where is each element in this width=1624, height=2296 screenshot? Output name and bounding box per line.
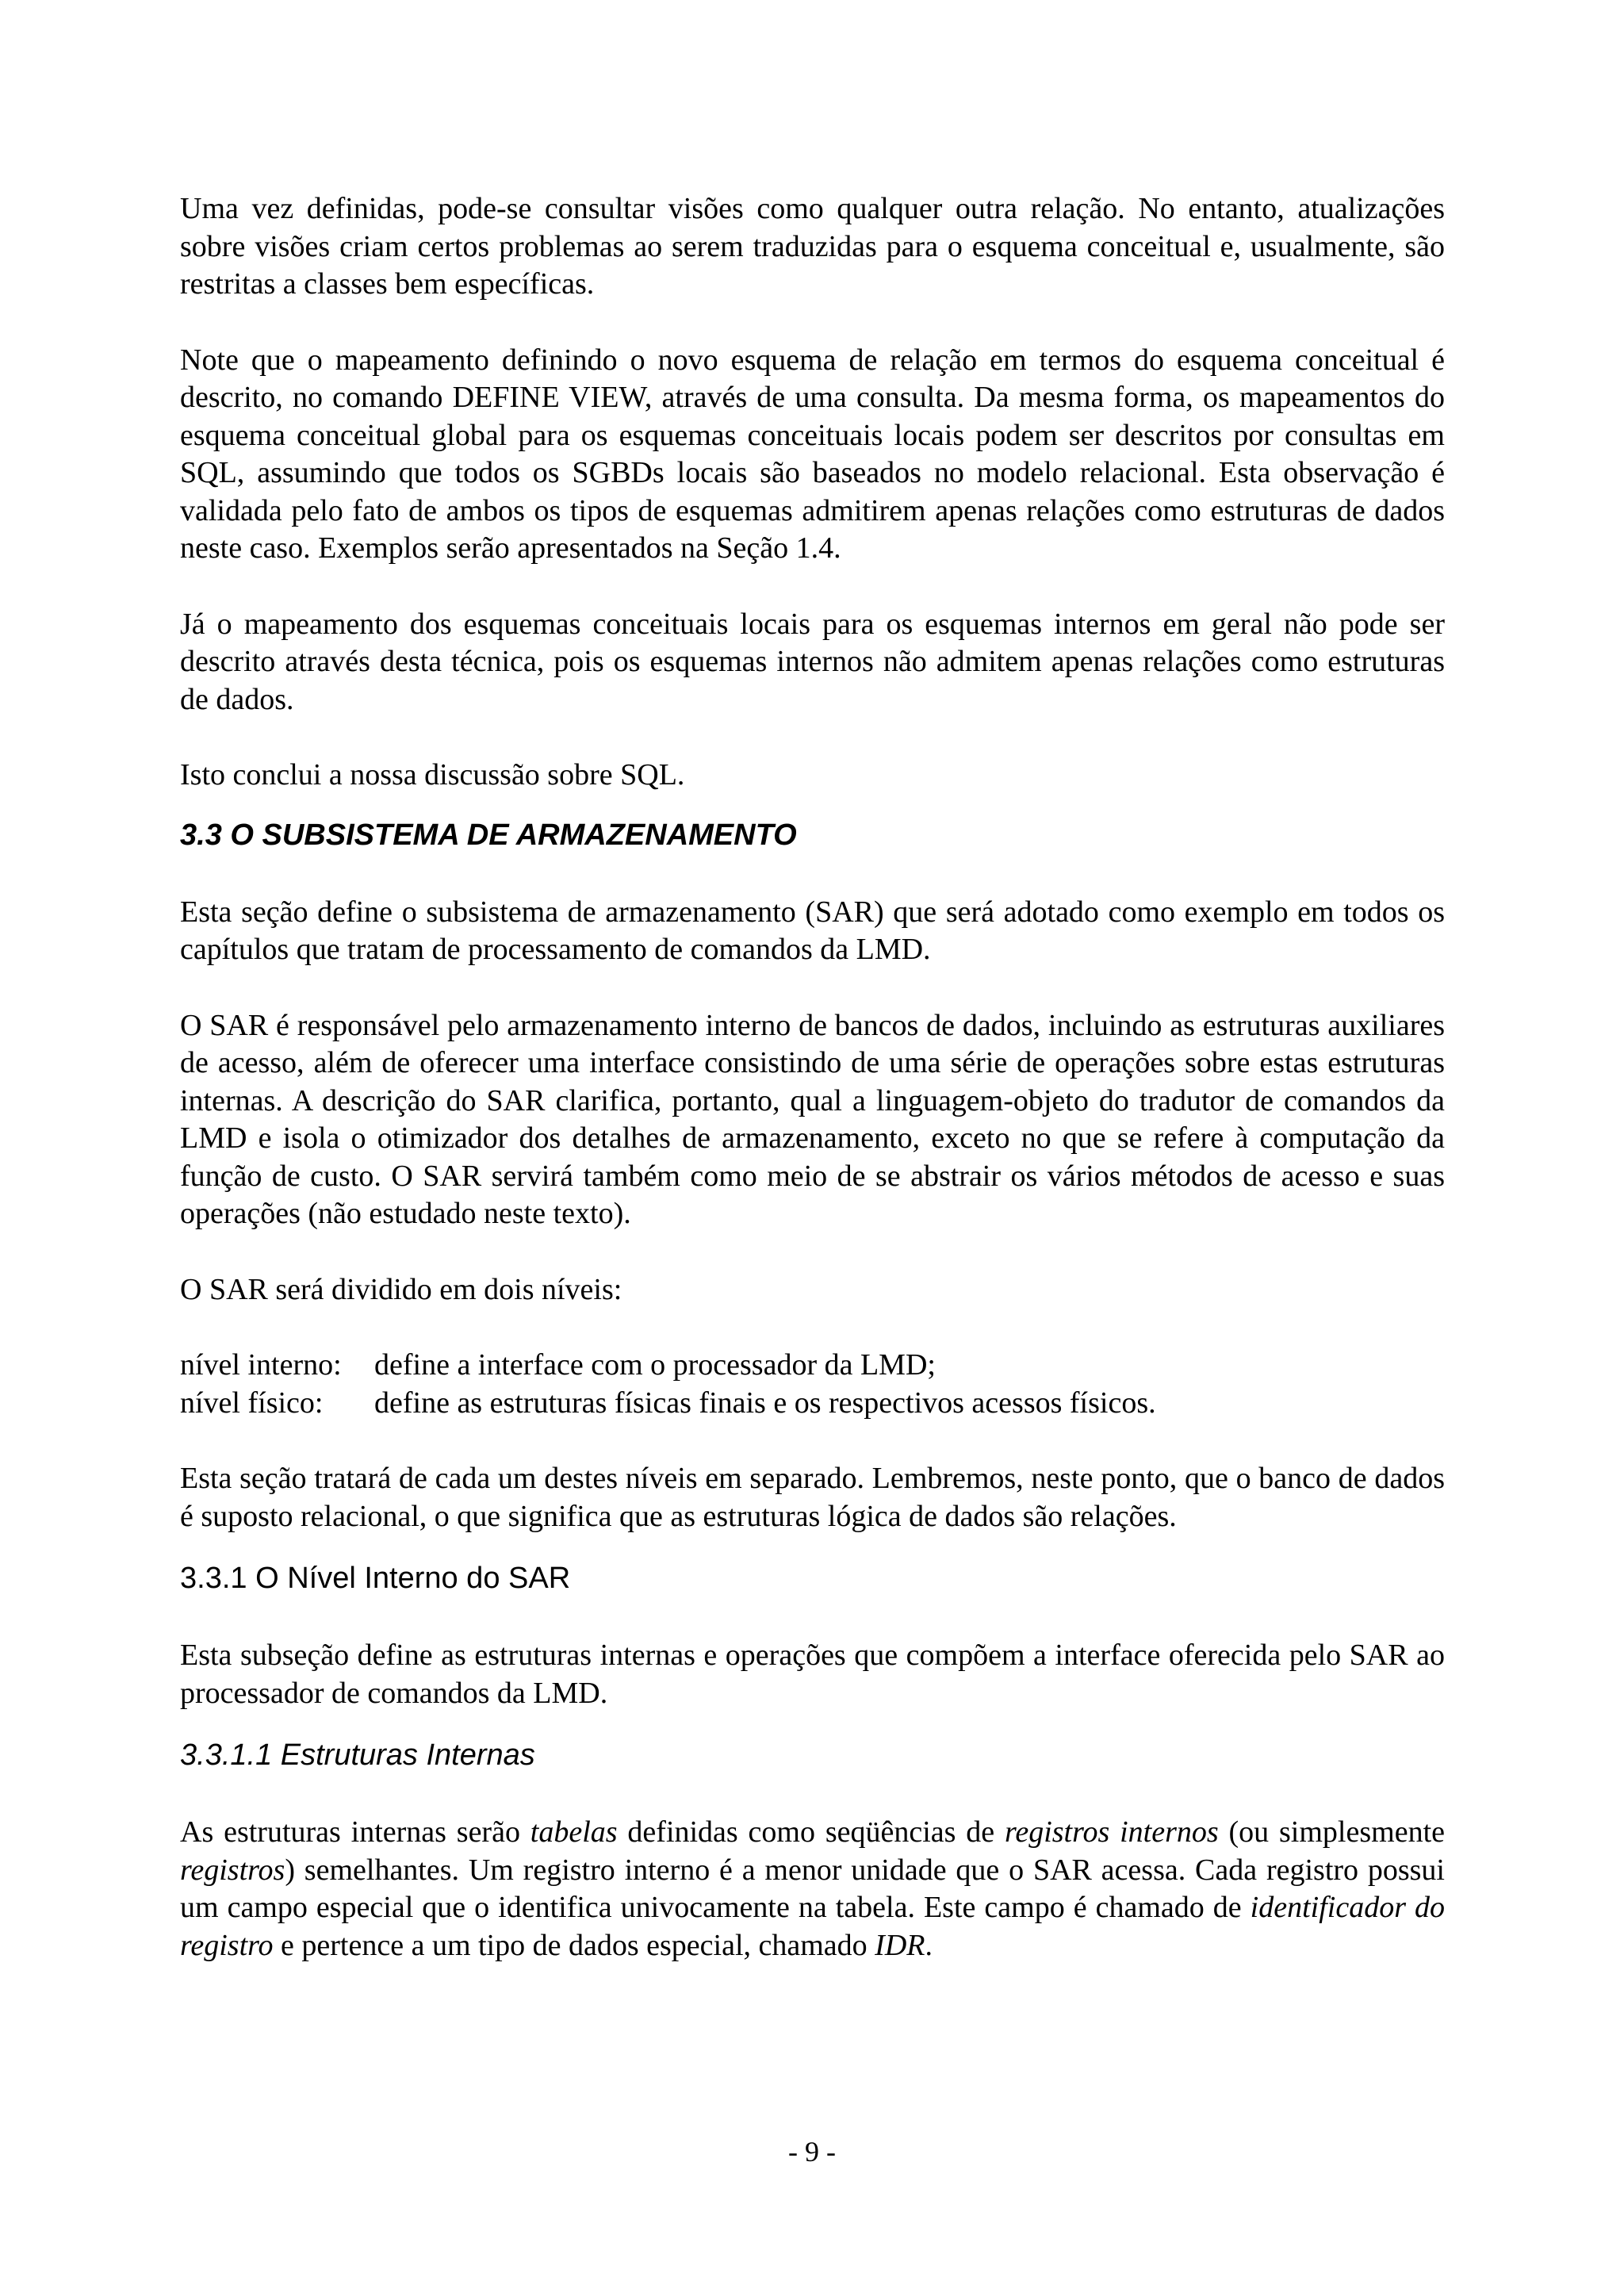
paragraph-subsection-intro: Esta subseção define as estruturas internas e operações que compõem a interface oferecida pelo SAR ao processador de comandos da LMD. <box>180 1639 1445 1710</box>
level-item-internal <box>180 1347 1445 1385</box>
text-run: definidas como seqüências de <box>617 1815 1005 1849</box>
term-identificador-do-registro: identificador do registro <box>180 1891 1446 1962</box>
text-run: As estruturas internas serão <box>180 1815 530 1849</box>
paragraph-views-queries: Uma vez definidas, pode-se consultar visões como qualquer outra relação. No entanto, atualizações sobre visões criam certos problemas ao serem traduzidas para o esquema conceitual e, usualmente, são restritas a classes bem específicas. <box>180 192 1445 301</box>
section-heading: 3.3 O SUBSISTEMA DE ARMAZENAMENTO <box>180 818 797 852</box>
levels-list <box>180 1347 1445 1422</box>
text-run: (ou simplesmente <box>1218 1815 1445 1849</box>
level-definition: define as estruturas físicas finais e os respectivos acessos físicos. <box>374 1386 1156 1420</box>
text-run: e pertence a um tipo de dados especial, chamado <box>273 1928 875 1962</box>
page-content <box>180 190 1445 1964</box>
level-term: nível físico: <box>180 1386 324 1420</box>
text-run: . <box>925 1928 933 1962</box>
paragraph-sql-conclusion: Isto conclui a nossa discussão sobre SQL. <box>180 758 685 792</box>
paragraph-sar-levels-intro: O SAR será dividido em dois níveis: <box>180 1272 622 1306</box>
subsection-heading: 3.3.1 O Nível Interno do SAR <box>180 1562 571 1595</box>
text-run: ) semelhantes. Um registro interno é a menor unidade que o SAR acessa. Cada registro possui um campo especial que o identifica univocamente na tabela. Este campo é chamado de <box>180 1853 1445 1924</box>
paragraph-define-view-mapping: Note que o mapeamento definindo o novo esquema de relação em termos do esquema conceitual é descrito, no comando DEFINE VIEW, através de uma consulta. Da mesma forma, os mapeamentos do esquema conceitual global para os esquemas conceituais locais podem ser descritos por consultas em SQL, assumindo que todos os SGBDs locais são baseados no modelo relacional. Esta observação é validada pelo fato de ambos os tipos de esquemas admitirem apenas relações como estruturas de dados neste caso. Exemplos serão apresentados na Seção 1.4. <box>180 343 1445 565</box>
level-term: nível interno: <box>180 1348 342 1382</box>
term-registros-internos: registros internos <box>1004 1815 1219 1849</box>
term-tabelas: tabelas <box>530 1815 618 1849</box>
paragraph-sar-responsibility: O SAR é responsável pelo armazenamento interno de bancos de dados, incluindo as estruturas auxiliares de acesso, além de oferecer uma interface consistindo de uma série de operações sobre estas estruturas internas. A descrição do SAR clarifica, portanto, qual a linguagem-objeto do tradutor de comandos da LMD e isola o otimizador dos detalhes de armazenamento, exceto no que se refere à computação da função de custo. O SAR servirá também como meio de se abstrair os vários métodos de acesso e suas operações (não estudado neste texto). <box>180 1008 1445 1230</box>
paragraph-internal-schemas: Já o mapeamento dos esquemas conceituais locais para os esquemas internos em geral não pode ser descrito através desta técnica, pois os esquemas internos não admitem apenas relações como estruturas de dados. <box>180 607 1445 716</box>
page-number: - 9 - <box>788 2136 836 2168</box>
paragraph-sar-definition: Esta seção define o subsistema de armazenamento (SAR) que será adotado como exemplo em todos os capítulos que tratam de processamento de comandos da LMD. <box>180 895 1445 966</box>
level-definition: define a interface com o processador da LMD; <box>374 1348 936 1382</box>
paragraph-internal-structures <box>180 1814 1445 1964</box>
term-idr: IDR <box>875 1928 925 1962</box>
paragraph-levels-discussion: Esta seção tratará de cada um destes níveis em separado. Lembremos, neste ponto, que o banco de dados é suposto relacional, o que significa que as estruturas lógica de dados são relações. <box>180 1462 1445 1533</box>
subsubsection-heading: 3.3.1.1 Estruturas Internas <box>180 1738 535 1772</box>
level-item-physical <box>180 1385 1445 1423</box>
term-registros: registros <box>180 1853 285 1887</box>
